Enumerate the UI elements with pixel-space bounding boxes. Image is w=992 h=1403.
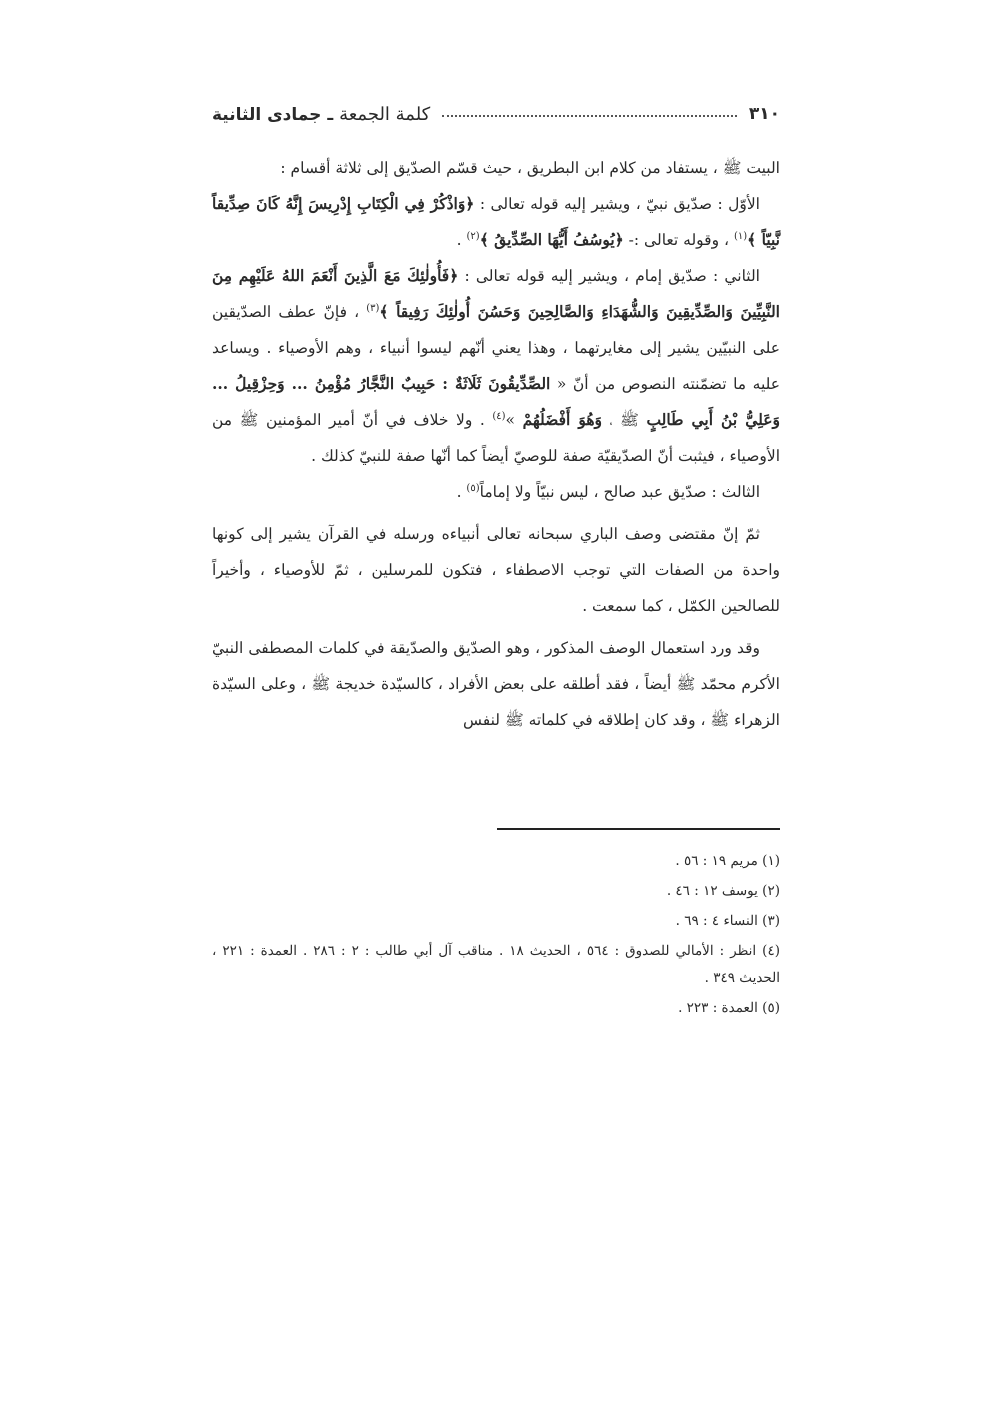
footnote-ref-2: (٢) (466, 230, 480, 242)
page-number: ٣١٠ (748, 104, 780, 124)
footnote-5: (٥) العمدة : ٢٢٣ . (678, 1000, 780, 1016)
paragraph-5: ثمّ إنّ مقتضى وصف الباري سبحانه تعالى أنبياءه ورسله في القرآن يشير إلى كونها واحدة من الصفات التي توجب الاصطفاء ، فتكون للمرسلين ، ثمّ للأوصياء ، وأخيراً للصالحين الكمّل ، كما سمعت . (212, 525, 780, 615)
quran-verse-yusuf: ﴿يُوسُفُ أَيُّهَا الصِّدِّيقُ ﴾ (479, 230, 624, 249)
p3-text-c: ﷺ ، (602, 411, 647, 429)
footnotes (212, 848, 780, 1025)
main-text (212, 150, 780, 738)
hadith-quote-a: الصِّدِّيقُونَ ثَلَاثَةٌ : حَبِيبٌ النَّجَّارُ مُؤْمِنُ ... وَحِزْقِيلُ ... وَعَلِيُّ بْنُ أَبِي طَالِبٍ (212, 374, 780, 429)
paragraph-6: وقد ورد استعمال الوصف المذكور ، وهو الصدّيق والصدّيقة في كلمات المصطفى النبيّ الأكرم محمّد ﷺ أيضاً ، فقد أطلقه على بعض الأفراد ، كالسيّدة خديجة ﷺ ، وعلى السيّدة الزهراء ﷺ ، وقد كان إطلاقه في كلماته ﷺ لنفس (212, 639, 780, 729)
p2-text-c: . (456, 231, 467, 249)
p3-text-a: الثاني : صدّيق إمام ، ويشير إليه قوله تعالى : (458, 267, 760, 285)
footnote-1: (١) مريم ١٩ : ٥٦ . (675, 853, 780, 869)
hadith-quote-b: وَهُوَ أَفْضَلُهُمْ (522, 410, 603, 429)
quran-verse-nisa: ﴿فَأُولٰئِكَ مَعَ الَّذِينَ أَنْعَمَ اللهُ عَلَيْهِم مِنَ النَّبِيِّينَ وَالصِّدِّيقِينَ وَالشُّهَدَاءِ وَالصَّالِحِينَ وَحَسُنَ أُولٰئِكَ رَفِيقاً ﴾ (212, 266, 780, 321)
p3-text-e: . ولا خلاف في أنّ أمير المؤمنين ﷺ من الأوصياء ، فيثبت أنّ الصدّيقيّة صفة للوصيّ أيضاً كما أنّها صفة للنبيّ كذلك . (212, 411, 780, 465)
footnote-2: (٢) يوسف ١٢ : ٤٦ . (666, 883, 780, 899)
footnote-ref-4: (٤) (492, 410, 506, 422)
footnote-ref-3: (٣) (366, 302, 380, 314)
footnote-ref-1: (١) (733, 230, 748, 242)
footnote-ref-5: (٥) (466, 482, 480, 494)
p4-text-a: الثالث : صدّيق عبد صالح ، ليس نبيّاً ولا إماماً (479, 483, 760, 501)
paragraph-1: البيت ﷺ ، يستفاد من كلام ابن البطريق ، حيث قسّم الصدّيق إلى ثلاثة أقسام : (280, 159, 780, 177)
paragraph-2 (212, 186, 780, 258)
header-dotted-leader (442, 115, 737, 117)
footnote-separator (497, 828, 780, 830)
paragraph-3 (212, 258, 780, 474)
p4-text-b: . (456, 483, 467, 501)
p2-text-b: ، وقوله تعالى :- (623, 231, 734, 249)
footnote-4: (٤) انظر : الأمالي للصدوق : ٥٦٤ ، الحديث ١٨ . مناقب آل أبي طالب : ٢ : ٢٨٦ . العمدة : ٢٢١ ، الحديث ٣٤٩ . (212, 943, 780, 986)
p2-text-a: الأوّل : صدّيق نبيّ ، ويشير إليه قوله تعالى : (474, 195, 760, 213)
paragraph-4 (212, 474, 780, 510)
p3-text-b: ، فإنّ عطف الصدّيقين على النبيّين يشير إلى مغايرتهما ، وهذا يعني أنّهم ليسوا أنبياء ، وهم الأوصياء . ويساعد عليه ما تضمّنته النصوص من أنّ « (212, 303, 780, 393)
running-header (212, 96, 780, 132)
footnote-3: (٣) النساء ٤ : ٦٩ . (675, 913, 780, 929)
header-title (212, 104, 430, 125)
header-title-rest: ـ جمادى الثانية (212, 104, 334, 125)
header-logo-text: كلمة الجمعة (339, 103, 431, 125)
quran-verse-idris: ﴿وَاذْكُرْ فِي الْكِتَابِ إِدْرِيسَ إِنَّهُ كَانَ صِدِّيقاً نَّبِيّاً ﴾ (212, 194, 780, 249)
p3-text-d: » (505, 411, 523, 429)
